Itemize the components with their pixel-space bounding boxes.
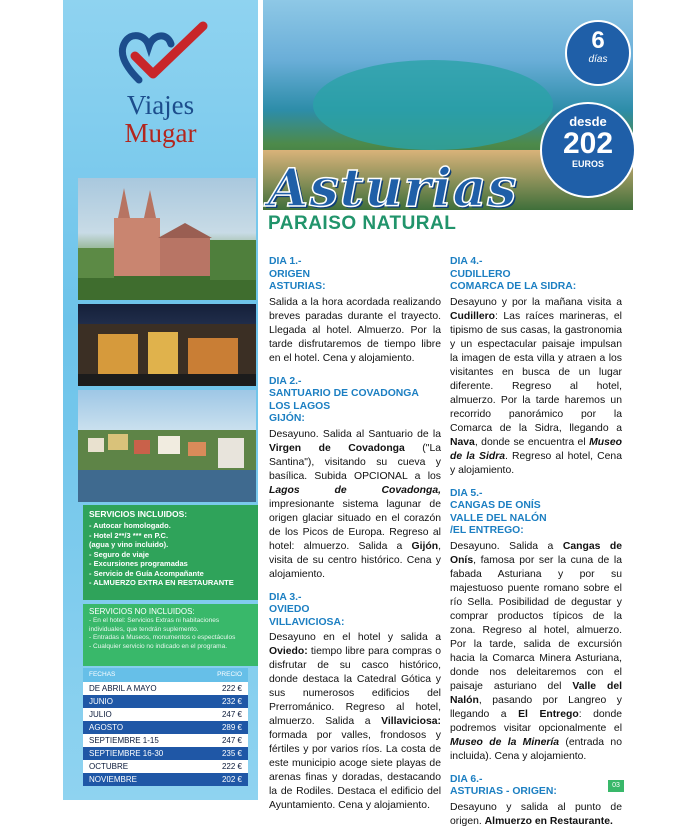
day-text [450, 801, 622, 829]
table-row [83, 708, 248, 721]
table-row [83, 734, 248, 747]
dates-column-header: FECHAS [89, 671, 116, 678]
row-price: 247 € [221, 710, 242, 719]
row-price: 247 € [221, 736, 242, 745]
day-place: CANGAS DE ONÍS [450, 500, 541, 511]
bold-run: Gijón [411, 540, 439, 552]
row-price: 222 € [221, 684, 242, 693]
row-date: AGOSTO [89, 723, 124, 732]
row-date: SEPTIEMBRE 1-15 [89, 736, 159, 745]
row-price: 235 € [221, 749, 242, 758]
table-row [83, 695, 248, 708]
day-4 [450, 256, 622, 478]
services-included-list [83, 521, 258, 588]
bold-run: Lagos de Covadonga, [269, 484, 441, 496]
itinerary-column-right [450, 256, 622, 839]
day-heading [269, 256, 441, 294]
price-table-header [83, 668, 248, 682]
day-text [269, 631, 441, 813]
page-number: 03 [608, 780, 624, 792]
list-item: - Entradas a Museos, monumentos o espectáculos [89, 634, 236, 641]
price-table [83, 668, 248, 786]
price-currency: EUROS [571, 159, 604, 169]
services-not-included-box [83, 604, 258, 666]
day-place: COMARCA DE LA SIDRA: [450, 281, 577, 292]
page-subtitle: PARAISO NATURAL [268, 213, 457, 234]
bold-run: Museo de la Sidra [450, 436, 622, 462]
row-date: JUNIO [89, 697, 113, 706]
text-run: , donde se encuentra el [474, 436, 590, 448]
price-badge [540, 102, 636, 198]
list-item: - Cualquier servicio no indicado en el programa. [89, 642, 228, 650]
row-date: JULIO [89, 710, 112, 719]
table-row [83, 682, 248, 695]
day-number: DIA 6.- [450, 773, 483, 785]
day-heading [450, 774, 622, 799]
text-run: (entrada no incluida). Cena y alojamiento. [450, 736, 622, 762]
text-run: Desayuno en el hotel y salida a [269, 632, 441, 643]
list-item: - Seguro de viaje [89, 549, 150, 559]
day-place: LOS LAGOS [269, 400, 331, 412]
day-place: VILLAVICIOSA: [269, 616, 345, 628]
table-row [83, 773, 248, 786]
list-item: individuales, que tendrán suplemento. [89, 625, 199, 633]
itinerary-column-left [269, 256, 441, 823]
text-run: Desayuno y salida al punto de origen. [450, 801, 622, 827]
cudillero-village-photo [78, 390, 256, 502]
text-run: Desayuno. Salida a [450, 540, 563, 552]
day-place: CUDILLERO [450, 268, 511, 280]
day-place: /EL ENTREGO: [450, 525, 524, 536]
day-6 [450, 774, 622, 829]
day-text: Salida a la hora acordada realizando breves paradas durante el trayecto. Llegada al hotel. Almuerzo. Por la tarde disfrutaremos de tiempo libre en el hotel. Cena y alojamiento. [269, 296, 441, 364]
day-place: ASTURIAS - ORIGEN: [450, 786, 557, 797]
days-badge [565, 20, 631, 86]
day-text [450, 540, 622, 764]
day-place: VALLE DEL NALÓN [450, 512, 547, 524]
row-date: NOVIEMBRE [89, 775, 138, 784]
price-column-header: PRECIO [217, 671, 242, 678]
logo [63, 0, 258, 170]
brand-name-line1: Viajes [126, 90, 195, 120]
day-2 [269, 376, 441, 582]
text-run: Desayuno y por la mañana visita a [450, 296, 622, 308]
row-date: DE ABRIL A MAYO [89, 684, 157, 693]
day-1 [269, 256, 441, 366]
days-label: días [588, 54, 608, 65]
table-row [83, 747, 248, 760]
bold-run: Valle del Nalón [450, 680, 622, 706]
day-number: DIA 2.- [269, 375, 302, 387]
day-number: DIA 3.- [269, 591, 302, 603]
services-not-included-list [83, 617, 258, 651]
days-number: 6 [591, 27, 605, 54]
list-item: - ALMUERZO EXTRA EN RESTAURANTE [89, 578, 234, 587]
text-run: : Las raíces marineras, el tipismo de sus casas, la gastronomia y un espectacular paisaje impulsan la imagen de esta villa y atraen a los visitantes en busca de un lugar diferente. Regreso al hotel, almuerzo. Por la tarde haremos un recorrido panorámico por la Comarca de la Sidra, llegando a [450, 310, 622, 434]
brand-name-line2: Mugar [124, 118, 197, 148]
list-item: - Servicio de Guía Acompañante [89, 568, 204, 578]
table-row [83, 760, 248, 773]
day-text [269, 428, 441, 582]
row-price: 222 € [221, 762, 242, 771]
text-run: impresionante sistema lagunar de origen glaciar situado en el corazón de los Picos de Europa. Regreso al hotel: almuerzo. Salida a [269, 498, 441, 552]
text-run: , famosa por ser la cuna de la fabada Asturiana y por su majestuoso puente romano sobre el río Sella. Posibilidad de degustar y comprar productos típicos de la zona. Regreso al hotel, almuerzo. Por la tarde, salida de excursión hacia la Comarca Minera Asturiana, donde nos deleitaremos con el paisaje asturiano del [450, 554, 622, 692]
heart-check-icon [115, 22, 207, 92]
day-number: DIA 5.- [450, 487, 483, 499]
text-run: : donde podremos visitar opcionalmente el [450, 708, 622, 734]
day-number: DIA 1.- [269, 256, 302, 267]
services-included-header: SERVICIOS INCLUIDOS: [89, 509, 188, 519]
page-title: Asturias [268, 158, 518, 219]
day-number: DIA 4.- [450, 256, 483, 267]
text-run: . Regreso al hotel, Cena y alojamiento. [450, 450, 622, 476]
day-3 [269, 592, 441, 814]
list-item: (agua y vino incluido). [89, 540, 169, 549]
text-run: formada por valles, frondosos y fértiles y por varios ríos. La costa de este municipio acoge siete playas de arenas finas y doradas, destacando la de Rodiles. Destaca el edificio del Ayuntamiento. Cena y alojamiento. [269, 730, 441, 811]
bold-run: Nava [450, 436, 475, 448]
day-place: SANTUARIO DE COVADONGA [269, 388, 419, 399]
row-price: 202 € [221, 775, 242, 784]
bold-run: Virgen de Covadonga [269, 442, 405, 454]
bold-run: Cangas de Onís [450, 540, 623, 566]
day-heading [450, 488, 622, 538]
bold-run: Villaviciosa: [381, 716, 441, 727]
text-run: , pasando por Langreo y llegando a [450, 694, 622, 720]
day-5 [450, 488, 622, 764]
day-heading [450, 256, 622, 294]
day-place: OVIEDO [269, 604, 310, 615]
day-text [450, 296, 622, 478]
night-city-photo [78, 304, 256, 386]
bold-run: Museo de la Minería [450, 736, 560, 748]
table-row [83, 721, 248, 734]
row-date: OCTUBRE [89, 762, 129, 771]
price-value: 202 [562, 127, 614, 160]
text-run: , visita de su centro histórico. Cena y alojamiento. [269, 540, 441, 580]
price-from-label: desde [569, 114, 607, 129]
basilica-photo [78, 178, 256, 300]
bold-run: Almuerzo en Restaurante. [484, 815, 613, 827]
list-item: - Autocar homologado. [89, 521, 171, 530]
services-included-box [83, 505, 258, 600]
text-run: tiempo libre para compras o disfrutar de su casco histórico, donde destaca la Catedral Gótica y sus numerosos edificios del Prerrománico. Regreso al hotel, almuerzo. Salida a [269, 646, 441, 727]
services-not-included-header: SERVICIOS NO INCLUIDOS: [89, 607, 195, 616]
day-heading [269, 376, 441, 426]
day-place: GIJÓN: [269, 413, 305, 424]
row-price: 289 € [221, 723, 242, 732]
bay-shape [313, 60, 553, 150]
bold-run: Cudillero [450, 310, 496, 322]
list-item: - Excursiones programadas [89, 559, 188, 568]
row-date: SEPTIEMBRE 16-30 [89, 749, 164, 758]
day-place: ORIGEN [269, 268, 310, 280]
text-run: ("La Santina"), visitando su cueva y basílica. Subida OPCIONAL a los [269, 442, 441, 482]
text-run: Desayuno. Salida al Santuario de la [269, 428, 441, 440]
list-item: - En el hotel: Servicios Extras ni habitaciones [89, 617, 220, 624]
bold-run: El Entrego [518, 708, 579, 720]
list-item: - Hotel 2**/3 *** en P.C. [89, 530, 169, 540]
day-heading [269, 592, 441, 630]
row-price: 232 € [221, 697, 242, 706]
bold-run: Oviedo: [269, 646, 308, 657]
day-place: ASTURIAS: [269, 281, 326, 292]
